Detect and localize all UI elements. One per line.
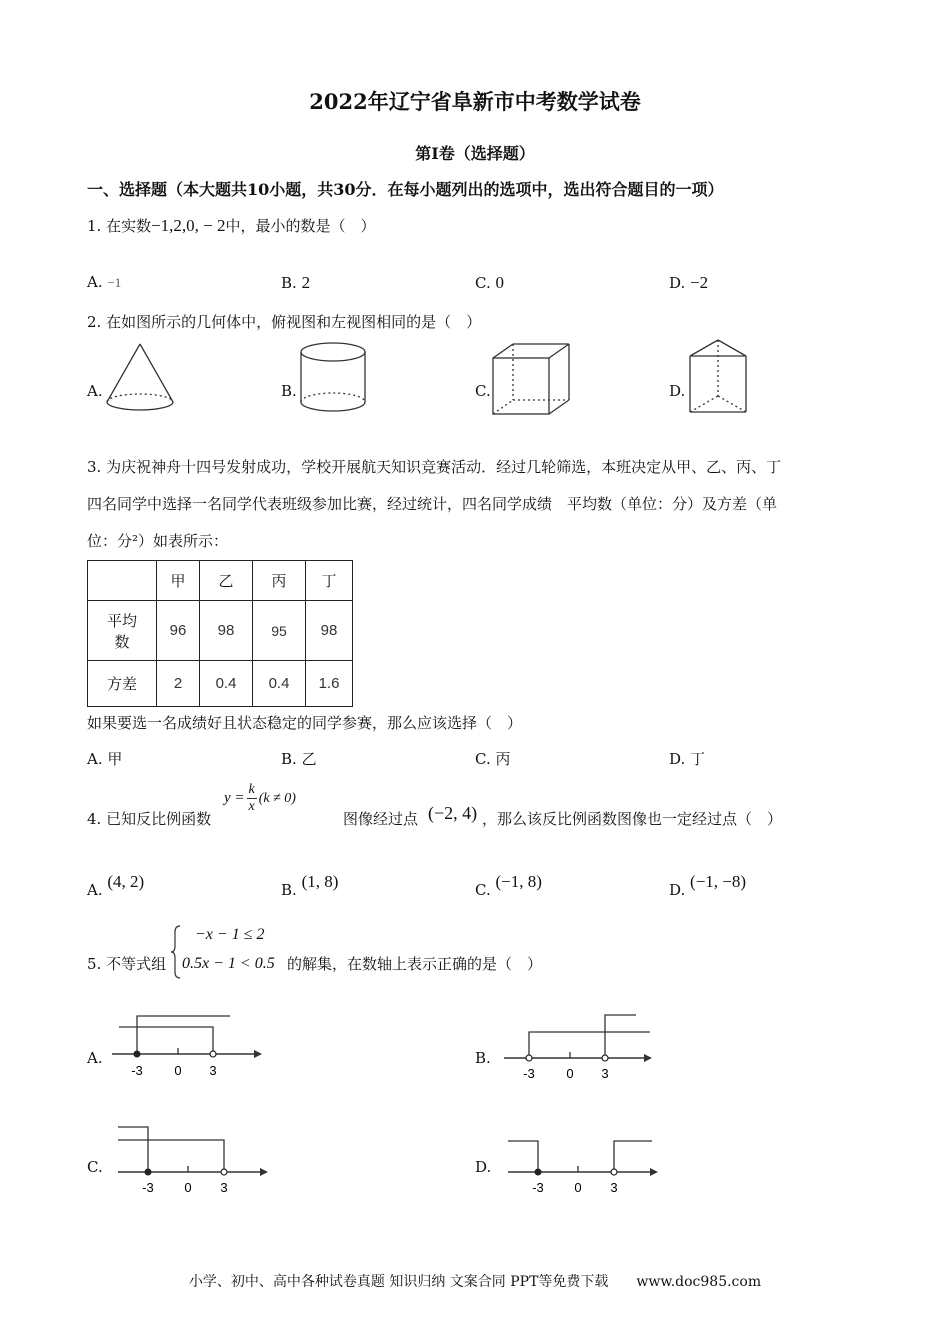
tick-label: 0 [184, 1180, 192, 1195]
row-label-line: 数 [114, 632, 130, 651]
option-value: −2 [690, 273, 709, 292]
number-line-b [496, 1010, 656, 1082]
system-brace [170, 924, 182, 980]
q3-line-2: 四名同学中选择一名同学代表班级参加比赛，经过统计，四名同学成绩 平均数（单位：分）及方差（单 [87, 495, 778, 513]
q4-function [224, 782, 296, 815]
option-value: 0 [495, 273, 504, 292]
q5-prefix: 5. 不等式组 [87, 955, 167, 973]
table-cell: 0.4 [253, 661, 306, 707]
table-header-cell: 丁 [306, 561, 353, 601]
table-corner-cell [88, 561, 157, 601]
fraction-denominator: x [248, 799, 255, 814]
option-value: 2 [301, 273, 311, 292]
q4-option-a[interactable] [87, 872, 144, 899]
q3-option-a[interactable] [87, 748, 122, 769]
q2-option-b[interactable]: B. [281, 382, 297, 400]
option-value: (−1, 8) [495, 872, 542, 891]
tick-label: 0 [574, 1180, 582, 1195]
option-value: 丙 [495, 750, 511, 768]
table-cell: 95 [253, 601, 306, 661]
option-label: C. [475, 881, 491, 899]
tick-label: 0 [566, 1066, 574, 1081]
table-header-cell: 丙 [253, 561, 306, 601]
table-row [88, 601, 353, 661]
function-lhs: y = [224, 790, 245, 806]
q4-mid: 图像经过点 [343, 810, 419, 828]
q5-suffix: 的解集，在数轴上表示正确的是（ ） [287, 955, 543, 973]
q4-prefix: 4. 已知反比例函数 [87, 810, 212, 828]
tick-label: -3 [142, 1180, 154, 1195]
table-cell: 98 [200, 601, 253, 661]
option-value: (4, 2) [107, 872, 145, 891]
q5-inequality-1: −x − 1 ≤ 2 [195, 926, 265, 943]
number-line-a [104, 1010, 264, 1082]
table-cell: 2 [157, 661, 200, 707]
table-cell: 1.6 [306, 661, 353, 707]
q3-line-1: 3. 为庆祝神舟十四号发射成功，学校开展航天知识竞赛活动．经过几轮筛选，本班决定从甲、乙、丙、丁 [87, 458, 782, 476]
function-fraction [247, 782, 257, 815]
cube-icon [491, 342, 573, 418]
row-label-average [88, 601, 157, 661]
scores-table [87, 560, 353, 707]
q5-inequality-2: 0.5x − 1 < 0.5 [182, 955, 275, 972]
cylinder-icon [298, 340, 368, 416]
q4-option-d[interactable] [669, 872, 746, 899]
question-2: 2. 在如图所示的几何体中，俯视图和左视图相同的是（ ） [87, 313, 482, 331]
q2-option-d[interactable]: D. [669, 382, 686, 400]
tick-label: 3 [209, 1063, 217, 1078]
option-value: 甲 [107, 750, 123, 768]
option-value: (1, 8) [301, 872, 339, 891]
option-label: D. [669, 881, 686, 899]
tick-label: 3 [610, 1180, 618, 1195]
q3-option-d[interactable] [669, 748, 705, 769]
cone-icon [104, 342, 176, 414]
q4-option-b[interactable] [281, 872, 338, 899]
option-label: A. [87, 273, 103, 291]
table-header-row [88, 561, 353, 601]
q1-option-b[interactable] [281, 273, 310, 293]
volume-heading: 第I卷（选择题） [415, 144, 535, 163]
q3-option-b[interactable] [281, 748, 317, 769]
tick-label: -3 [131, 1063, 143, 1078]
q3-option-c[interactable] [475, 748, 511, 769]
table-header-cell: 甲 [157, 561, 200, 601]
tick-label: -3 [532, 1180, 544, 1195]
option-value: 丁 [690, 750, 706, 768]
q1-option-d[interactable] [669, 273, 708, 293]
section-heading: 一、选择题（本大题共10小题，共30分．在每小题列出的选项中，选出符合题目的一项） [87, 180, 724, 199]
option-label: B. [281, 750, 297, 768]
q1-suffix: 中，最小的数是（ ） [225, 217, 376, 235]
option-label: B. [281, 274, 297, 292]
number-line-d [500, 1130, 662, 1200]
fraction-numerator: k [248, 782, 255, 797]
option-value: 乙 [301, 750, 317, 768]
q5-option-a[interactable]: A. [87, 1049, 103, 1067]
table-row [88, 661, 353, 707]
page-title: 2022年辽宁省阜新市中考数学试卷 [309, 89, 641, 114]
row-label-variance: 方差 [88, 661, 157, 707]
q3-question: 如果要选一名成绩好且状态稳定的同学参赛，那么应该选择（ ） [87, 714, 523, 732]
page-footer: 小学、初中、高中各种试卷真题 知识归纳 文案合同 PPT等免费下载 www.doc985.com [188, 1274, 762, 1290]
tick-label: 0 [174, 1063, 182, 1078]
row-label-line: 平均 [106, 611, 137, 630]
option-label: D. [669, 274, 686, 292]
option-label: A. [87, 750, 103, 768]
q1-prefix: 1. 在实数 [87, 217, 152, 235]
q1-option-c[interactable] [475, 273, 504, 293]
q5-option-c[interactable]: C. [87, 1158, 103, 1176]
q2-option-c[interactable]: C. [475, 382, 491, 400]
option-label: C. [475, 750, 491, 768]
q4-option-c[interactable] [475, 872, 542, 899]
triangular-prism-icon [686, 338, 750, 416]
option-label: C. [475, 274, 491, 292]
number-line-c [110, 1120, 270, 1196]
q1-numbers: −1,2,0, − 2 [151, 216, 226, 235]
q1-option-a[interactable] [87, 273, 121, 291]
option-label: D. [669, 750, 686, 768]
tick-label: 3 [601, 1066, 609, 1081]
table-cell: 0.4 [200, 661, 253, 707]
option-value: (−1, −8) [690, 872, 747, 891]
table-cell: 98 [306, 601, 353, 661]
q2-option-a[interactable]: A. [87, 382, 103, 400]
tick-label: -3 [523, 1066, 535, 1081]
option-label: B. [281, 881, 297, 899]
table-header-cell: 乙 [200, 561, 253, 601]
question-1 [87, 215, 376, 236]
function-condition: (k ≠ 0) [258, 790, 296, 806]
q4-point: (−2, 4) [428, 803, 478, 823]
table-cell: 96 [157, 601, 200, 661]
option-value: −1 [107, 275, 122, 290]
option-label: A. [87, 881, 103, 899]
tick-label: 3 [220, 1180, 228, 1195]
q5-option-d[interactable]: D. [475, 1158, 492, 1176]
q5-option-b[interactable]: B. [475, 1049, 491, 1067]
q3-line-3: 位：分²）如表所示： [87, 532, 229, 550]
q4-suffix: ，那么该反比例函数图像也一定经过点（ ） [482, 810, 783, 828]
